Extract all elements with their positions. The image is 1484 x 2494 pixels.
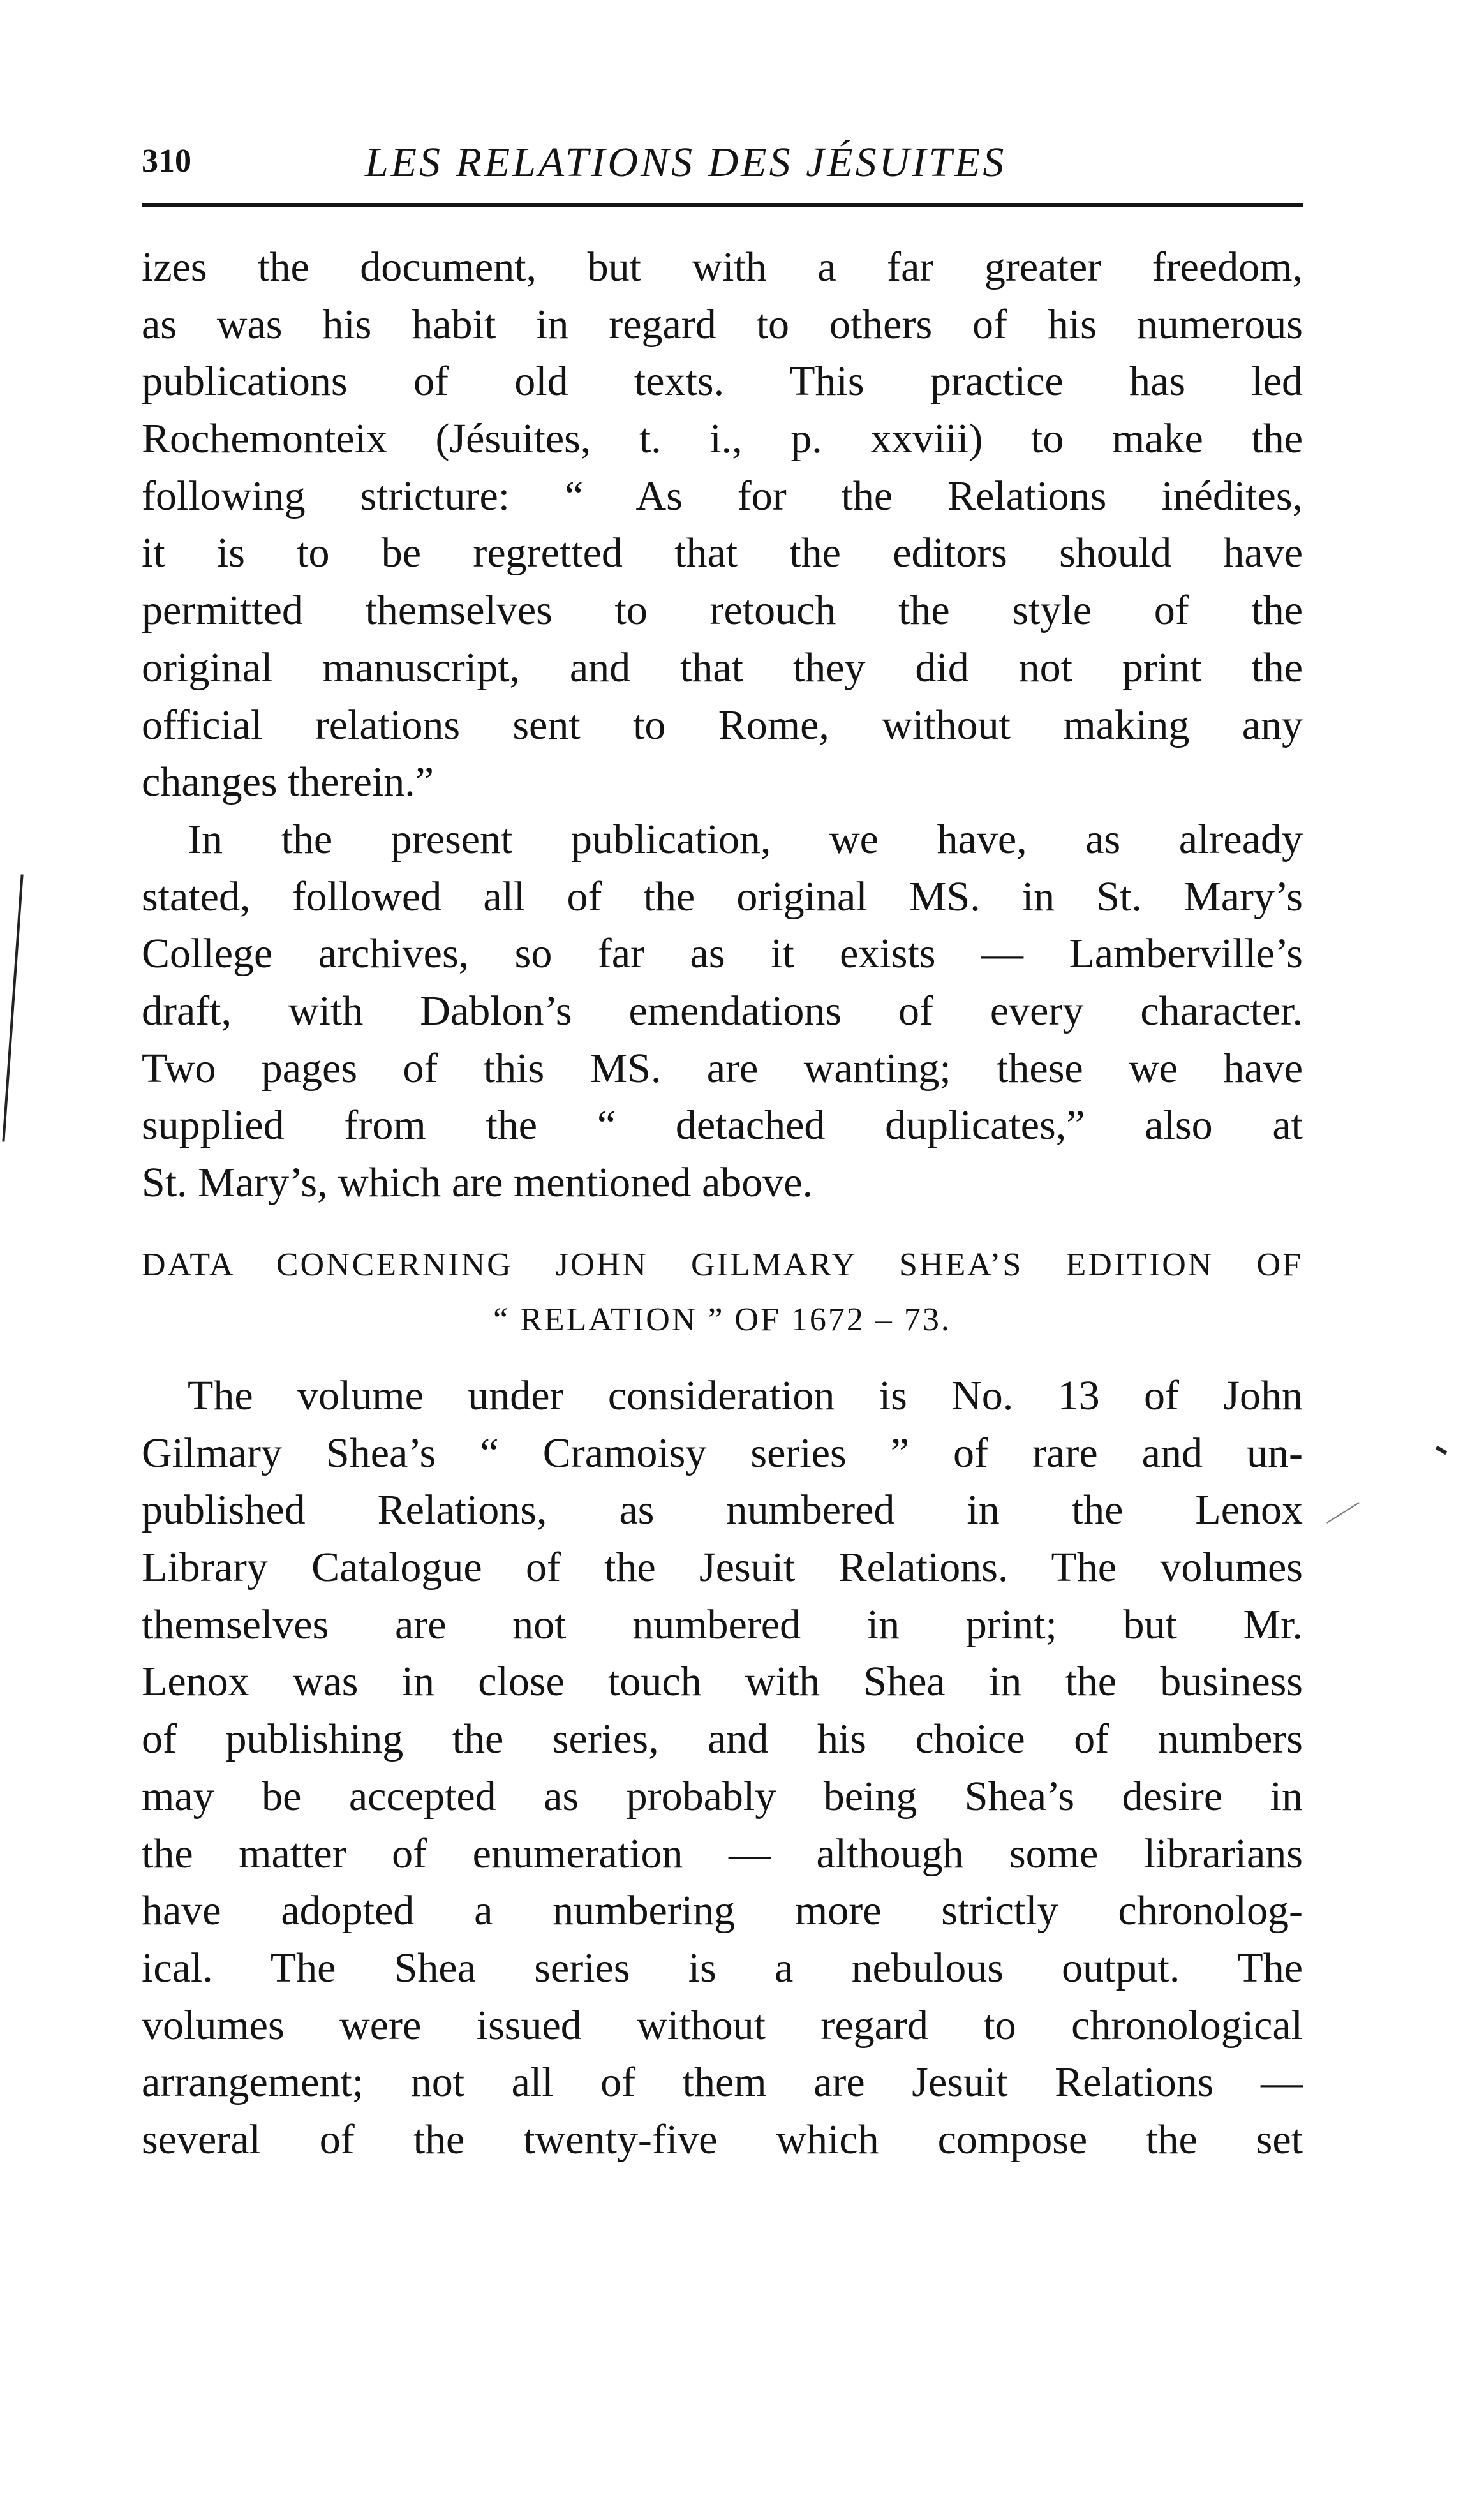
page-number: 310: [142, 143, 191, 179]
margin-stray-mark: [1436, 1446, 1448, 1455]
running-title: LES RELATIONS DES JÉSUITES: [365, 139, 1007, 186]
text-line: arrangement; not all of them are Jesuit Relations —: [142, 2059, 1303, 2106]
margin-stray-mark: [1326, 1502, 1360, 1523]
text-line: Library Catalogue of the Jesuit Relations. The volumes: [142, 1544, 1303, 1591]
text-line: Two pages of this MS. are wanting; these we have: [142, 1044, 1303, 1092]
text-line: volumes were issued without regard to chronological: [142, 2001, 1303, 2049]
text-line: In the present publication, we have, as already: [188, 815, 1303, 863]
text-line: published Relations, as numbered in the Lenox: [142, 1487, 1303, 1534]
body-text-lower: [142, 1367, 1303, 2169]
text-line: publications of old texts. This practice has led: [142, 358, 1303, 405]
text-line: the matter of enumeration — although some librarians: [142, 1830, 1303, 1877]
text-line: The volume under consideration is No. 13 of John: [188, 1372, 1303, 1419]
section-heading-line: “ RELATION ” OF 1672 – 73.: [493, 1302, 951, 1338]
text-line: Rochemonteix (Jésuites, t. i., p. xxviii) to make the: [142, 415, 1303, 463]
section-heading-line: DATA CONCERNING JOHN GILMARY SHEA’S EDITION OF: [142, 1247, 1303, 1283]
margin-pencil-mark: [2, 874, 23, 1141]
text-line: stated, followed all of the original MS. in St. Mary’s: [142, 873, 1303, 920]
text-line: draft, with Dablon’s emendations of every character.: [142, 987, 1303, 1034]
section-heading: [142, 1238, 1303, 1347]
text-line: official relations sent to Rome, without making any: [142, 701, 1303, 748]
paragraph-shea-edition: [142, 1367, 1303, 2169]
text-line: izes the document, but with a far greater freedom,: [142, 244, 1303, 290]
body-text-upper: [142, 239, 1303, 1212]
text-line: College archives, so far as it exists — Lamberville’s: [142, 930, 1303, 977]
header-rule: [142, 203, 1303, 207]
text-line: it is to be regretted that the editors should have: [142, 530, 1303, 577]
text-line: have adopted a numbering more strictly chronolog-: [142, 1887, 1303, 1934]
text-line: of publishing the series, and his choice of numbers: [142, 1716, 1303, 1763]
text-line: themselves are not numbered in print; but Mr.: [142, 1601, 1303, 1648]
text-line: several of the twenty-five which compose the set: [142, 2116, 1303, 2163]
text-line: ical. The Shea series is a nebulous output. The: [142, 1944, 1303, 1991]
text-line: changes therein.”: [142, 759, 434, 806]
text-line: permitted themselves to retouch the style of the: [142, 587, 1303, 634]
text-line: following stricture: “ As for the Relations inédites,: [142, 472, 1303, 519]
paragraph-present-publication: [142, 811, 1303, 1212]
text-line: Lenox was in close touch with Shea in the business: [142, 1658, 1303, 1705]
text-line: Gilmary Shea’s “ Cramoisy series ” of rare and un-: [142, 1429, 1303, 1476]
text-line: as was his habit in regard to others of his numerous: [142, 301, 1303, 348]
text-line: may be accepted as probably being Shea’s desire in: [142, 1772, 1303, 1820]
text-line: supplied from the “ detached duplicates,” also at: [142, 1102, 1303, 1149]
paragraph-continuation: [142, 239, 1303, 811]
running-head: [142, 131, 1303, 195]
text-line: original manuscript, and that they did not print the: [142, 644, 1303, 691]
text-line: St. Mary’s, which are mentioned above.: [142, 1159, 813, 1206]
